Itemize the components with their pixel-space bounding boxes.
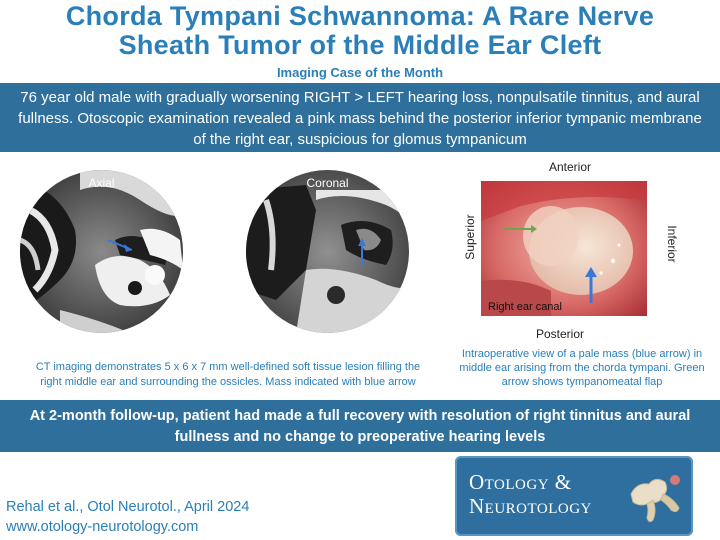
intraoperative-photo	[481, 181, 647, 316]
journal-name-line-1: Otology &	[469, 470, 572, 494]
axial-ct-image	[20, 170, 183, 333]
ossicle-logo-icon	[623, 464, 687, 528]
poster-subtitle: Imaging Case of the Month	[276, 65, 444, 80]
axial-label: Axial	[88, 176, 115, 190]
coronal-label: Coronal	[306, 176, 349, 190]
citation	[6, 497, 249, 537]
anterior-label: Anterior	[548, 160, 592, 174]
intraoperative-graphic	[481, 181, 647, 316]
title-line-2: Sheath Tumor of the Middle Ear Cleft	[118, 30, 602, 60]
intraop-caption: Intraoperative view of a pale mass (blue arrow) in middle ear arising from the chorda tympani. Green arrow shows tympanomeatal flap	[459, 348, 705, 388]
axial-ct-graphic	[20, 170, 183, 333]
superior-label: Superior	[463, 214, 477, 260]
right-ear-canal-label: Right ear canal	[488, 301, 562, 313]
case-summary-banner: 76 year old male with gradually worsening RIGHT > LEFT hearing loss, nonpulsatile tinnitus, and aural fullness. Otoscopic examination revealed a pink mass behind the posterior inferior tympanic membrane of the right ear, suspicious for glomus tympanicum	[0, 83, 720, 152]
title-line-1: Chorda Tympani Schwannoma: A Rare Nerve	[65, 1, 655, 31]
inferior-label: Inferior	[665, 225, 679, 263]
ct-caption: CT imaging demonstrates 5 x 6 x 7 mm well-defined soft tissue lesion filling the right middle ear and surrounding the ossicles. Mass indicated with blue arrow	[35, 361, 421, 388]
poster-title	[0, 2, 720, 60]
journal-website-link[interactable]: www.otology-neurotology.com	[6, 519, 199, 535]
coronal-ct-image	[246, 170, 409, 333]
citation-reference: Rehal et al., Otol Neurotol., April 2024	[6, 499, 250, 515]
journal-logo-box[interactable]	[455, 456, 693, 536]
journal-name-line-2: Neurotology	[469, 494, 592, 518]
posterior-label: Posterior	[535, 327, 585, 341]
follow-up-banner: At 2-month follow-up, patient had made a full recovery with resolution of right tinnitus and aural fullness and no change to preoperative hearing levels	[0, 400, 720, 452]
journal-name	[469, 470, 592, 518]
coronal-ct-graphic	[246, 170, 409, 333]
